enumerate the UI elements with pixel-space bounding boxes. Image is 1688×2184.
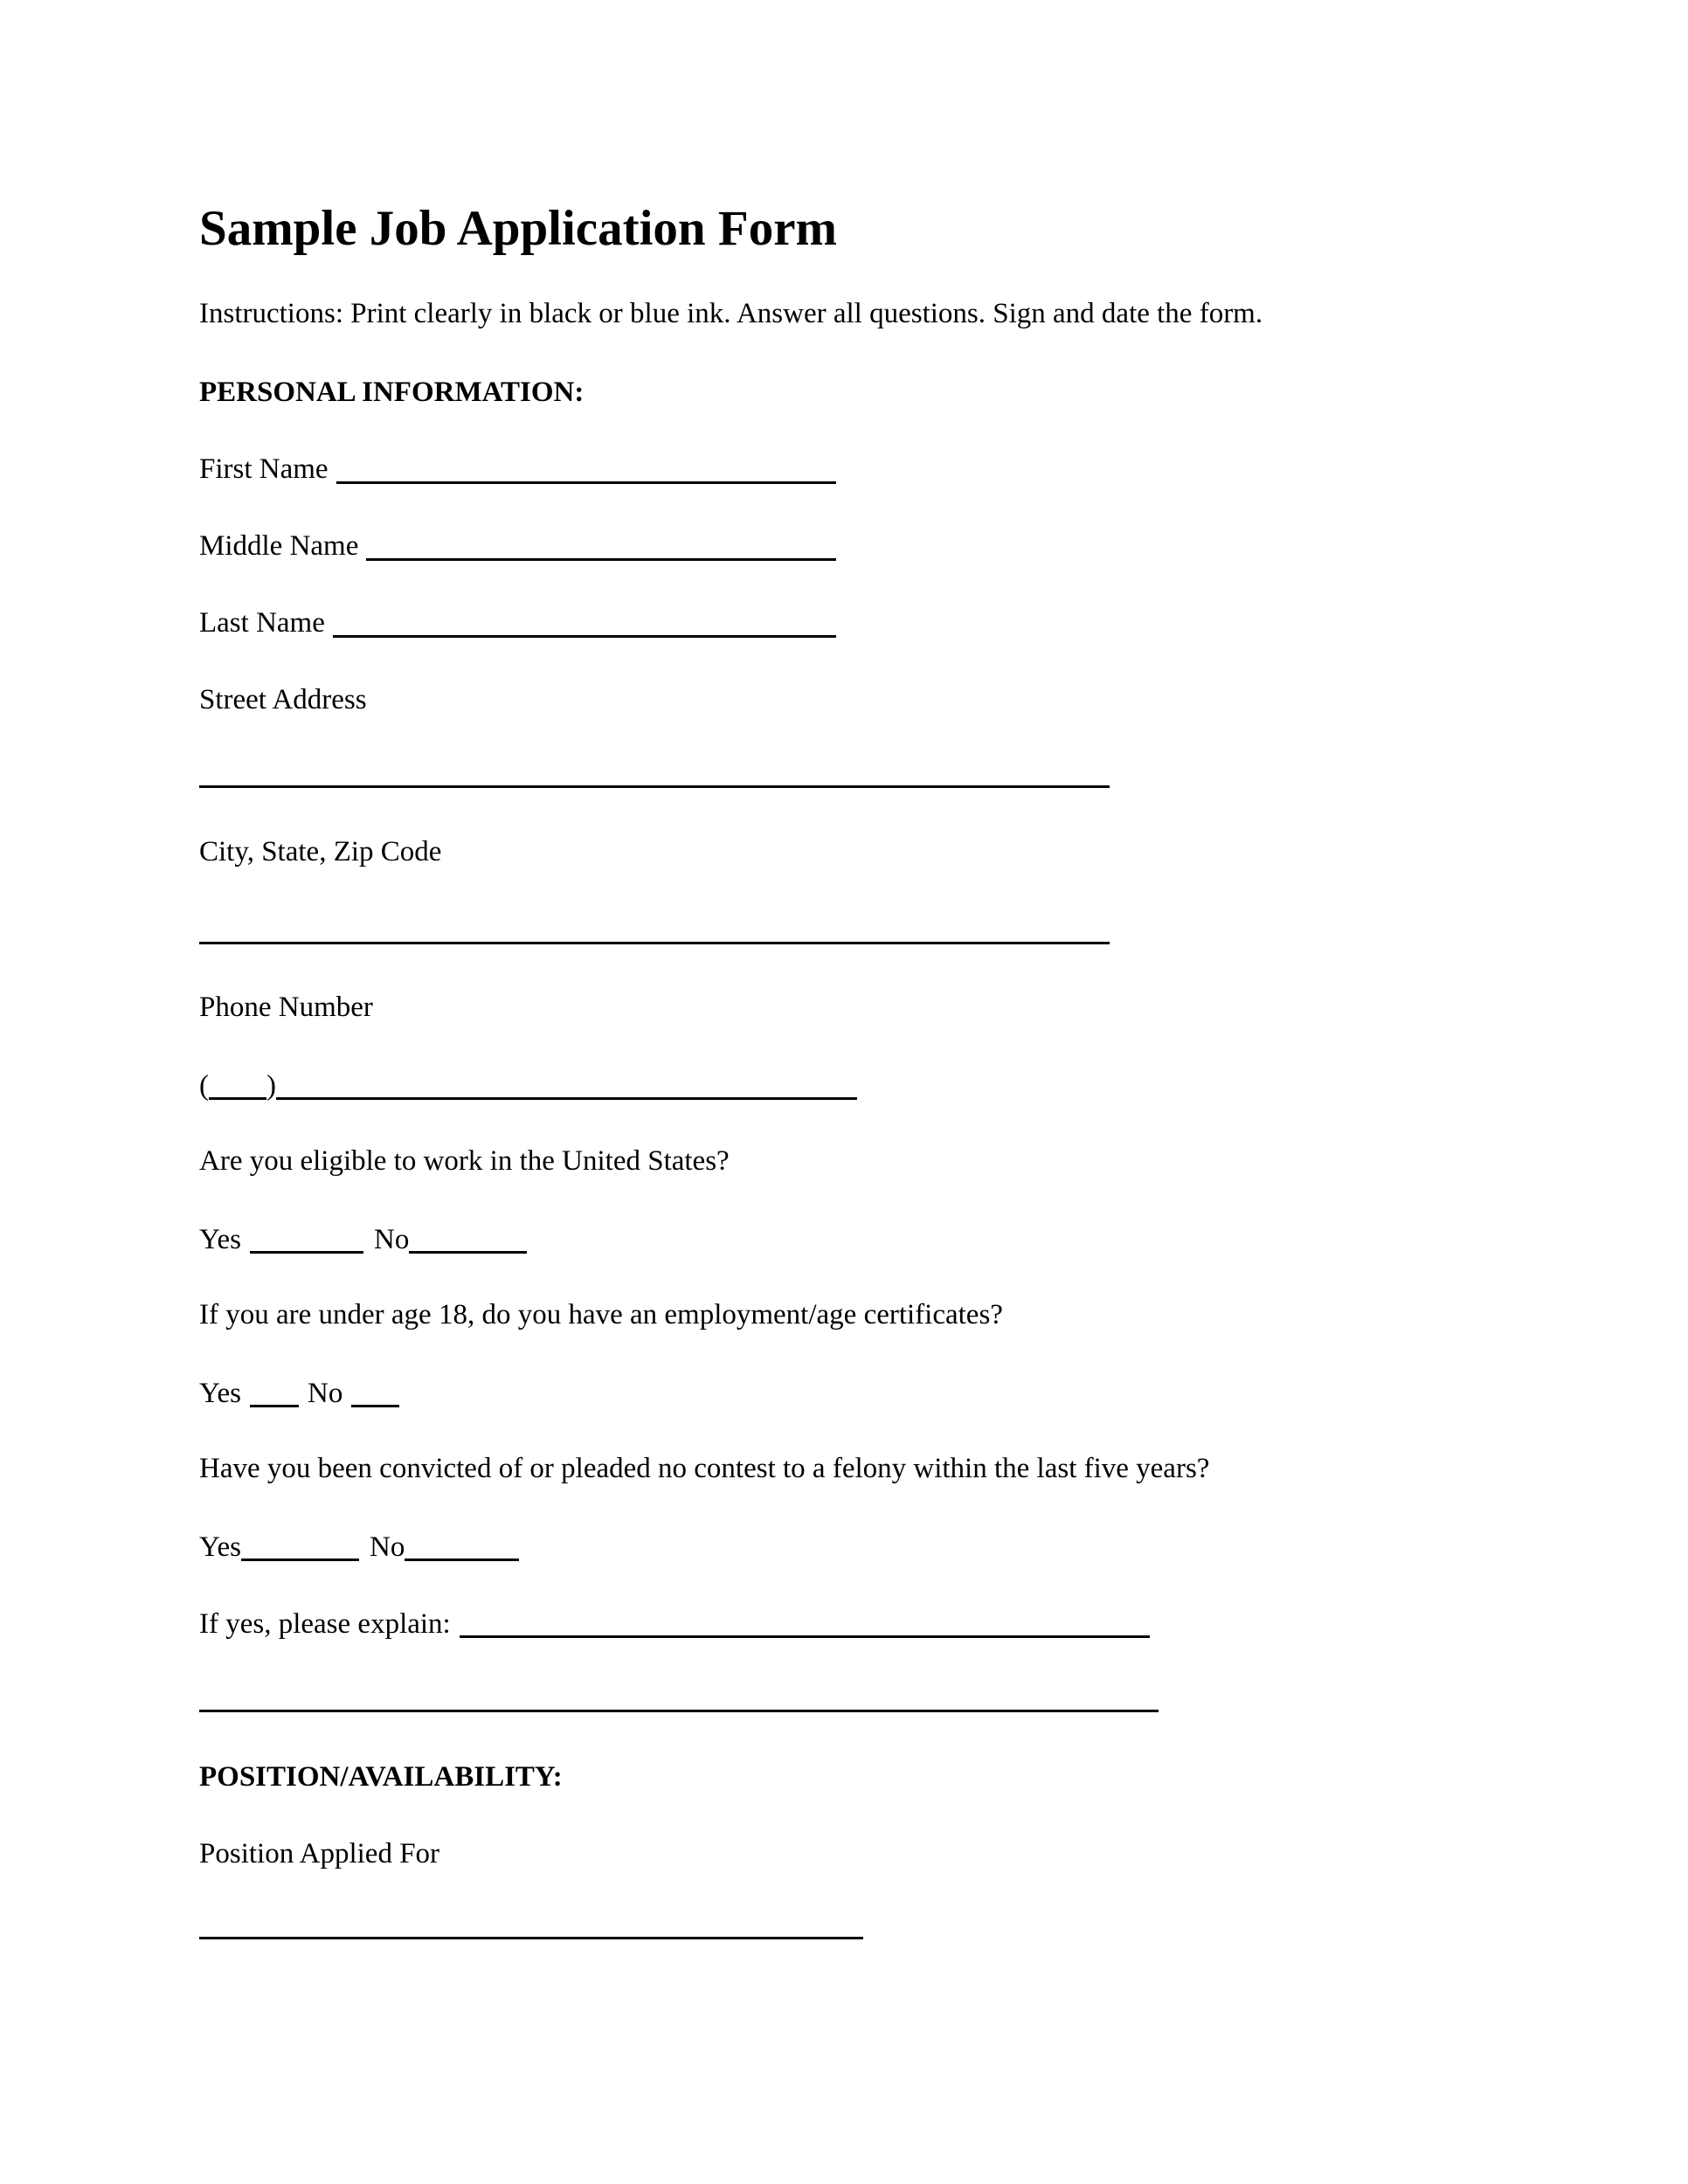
felony-no-blank [405,1529,519,1561]
under-18-no-blank [351,1375,399,1407]
felony-no-label: No [370,1531,405,1563]
area-code-paren-open: ( [199,1070,209,1102]
area-code-blank [209,1068,266,1100]
city-state-zip-label: City, State, Zip Code [199,836,442,867]
position-applied-blank [199,1937,863,1939]
last-name-label: Last Name [199,607,325,639]
under-18-question: If you are under age 18, do you have an employment/age certificates? [199,1299,1003,1330]
explain-label: If yes, please explain: [199,1608,451,1640]
under-18-yes-label: Yes [199,1378,242,1409]
personal-information-heading: PERSONAL INFORMATION: [199,377,585,408]
felony-yes-label: Yes [199,1531,242,1563]
eligible-yesno-row [199,1221,527,1256]
explain-blank-line-2 [199,1710,1159,1712]
eligible-yes-label: Yes [199,1224,242,1255]
street-address-blank [199,785,1110,788]
explain-blank-line-1 [460,1606,1150,1638]
under-18-yesno-row [199,1375,399,1410]
felony-question: Have you been convicted of or pleaded no contest to a felony within the last five years? [199,1453,1210,1484]
page-title: Sample Job Application Form [199,201,837,256]
last-name-field [199,606,836,639]
last-name-blank [333,606,836,638]
first-name-label: First Name [199,453,329,485]
explain-field [199,1606,1150,1641]
city-state-zip-blank [199,942,1110,944]
under-18-no-label: No [308,1378,343,1409]
middle-name-field [199,529,836,563]
eligible-question: Are you eligible to work in the United States? [199,1145,730,1177]
area-code-paren-close: ) [266,1070,276,1102]
eligible-yes-blank [250,1221,363,1254]
street-address-label: Street Address [199,684,367,715]
phone-number-label: Phone Number [199,992,373,1023]
first-name-blank [336,453,836,484]
position-applied-label: Position Applied For [199,1838,440,1870]
felony-yesno-row [199,1529,519,1564]
eligible-no-label: No [374,1224,410,1255]
middle-name-blank [366,529,836,561]
felony-yes-blank [241,1529,359,1561]
middle-name-label: Middle Name [199,530,359,562]
position-availability-heading: POSITION/AVAILABILITY: [199,1761,563,1793]
instructions-text: Instructions: Print clearly in black or blue ink. Answer all questions. Sign and date the form. [199,298,1263,329]
first-name-field [199,453,836,486]
phone-number-blank [276,1068,857,1100]
under-18-yes-blank [250,1375,299,1407]
eligible-no-blank [409,1221,527,1254]
phone-number-field [199,1068,857,1102]
